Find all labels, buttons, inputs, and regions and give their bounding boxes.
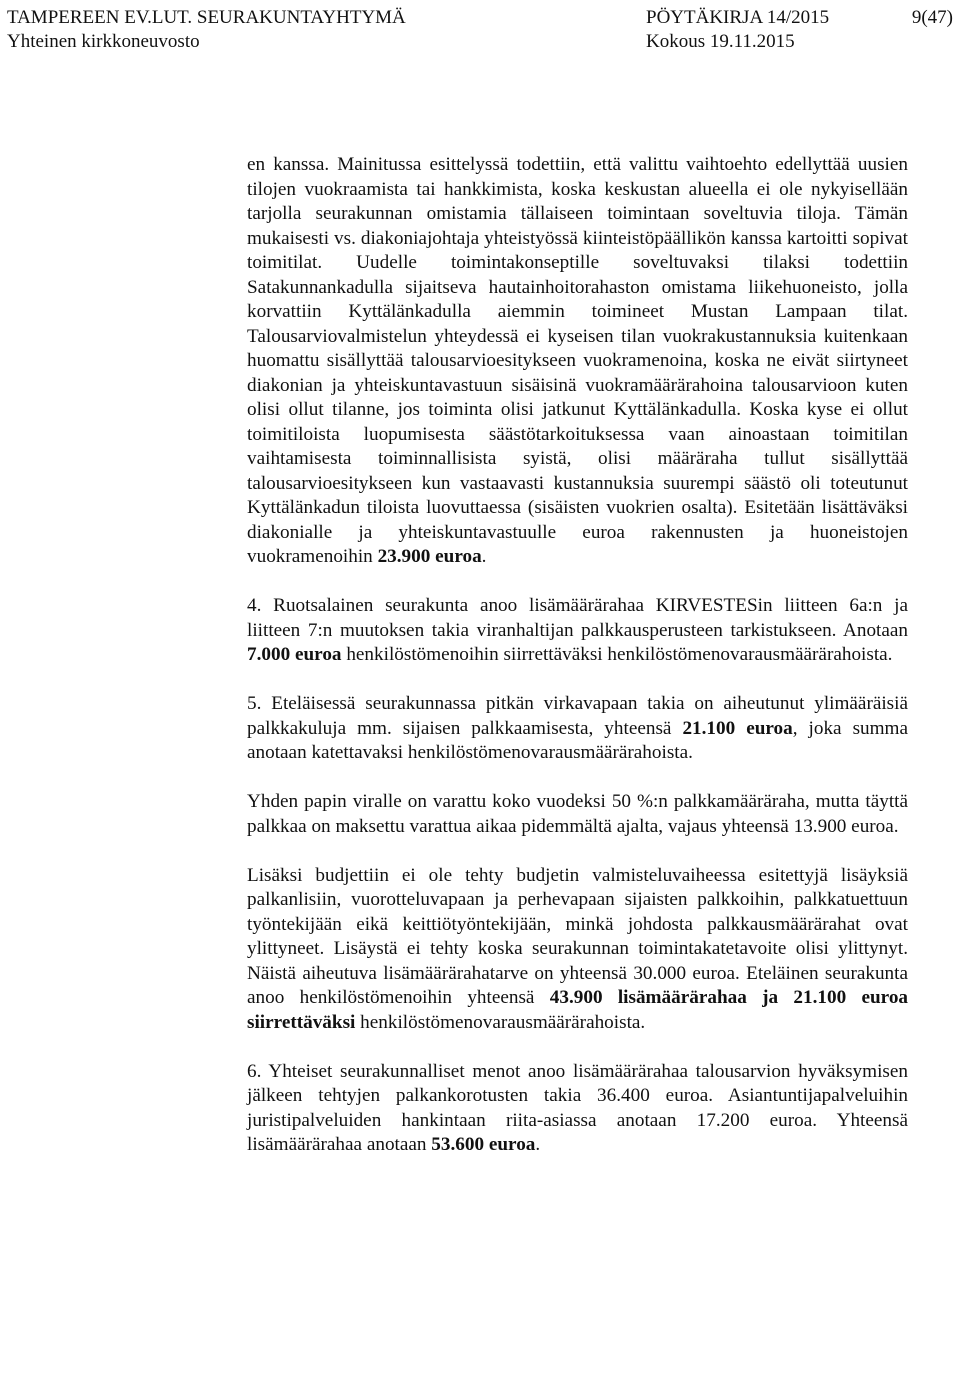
paragraph-text: 5. Eteläisessä seurakunnassa pitkän virkavapaan takia on aiheutunut ylimääräisiä palkkakuluja mm. sijaisen palkkaamisesta, yhteensä [247,693,908,739]
paragraph-text: henkilöstömenovarausmäärärahoista. [355,1011,646,1033]
paragraph-item-5 [247,692,908,766]
body-name: Yhteinen kirkkoneuvosto [7,31,200,52]
amount-highlight: 43.900 lisämäärärahaa ja 21.100 euroa siirrettäväksi [247,987,909,1033]
amount-highlight: 7.000 euroa [247,644,342,665]
amount-highlight: 23.900 euroa [377,546,482,567]
paragraph-text: , joka summa anotaan katettavaksi henkilöstömenovarausmäärärahoista. [247,717,909,763]
page-header [7,6,953,54]
paragraph-additional-costs [247,864,908,1036]
page-number: 9(47) [911,7,953,28]
header-row-2 [7,30,953,54]
paragraph-item-4 [247,594,908,668]
document-body [247,153,908,1158]
paragraph-text: 4. Ruotsalainen seurakunta anoo lisämäärärahaa KIRVESTESin liitteen 6a:n ja liitteen 7:n muutoksen takia viranhaltijan palkkausperusteen tarkistukseen. Anotaan [247,595,908,641]
paragraph-text: Yhden papin viralle on varattu koko vuodeksi 50 %:n palkkamääräraha, mutta täyttä palkkaa on maksettu varattua aikaa pidemmältä ajalta, vajaus yhteensä 13.900 euroa. [247,791,908,837]
header-row-1 [7,6,953,30]
meeting-date: Kokous 19.11.2015 [646,31,795,52]
paragraph-text: . [481,546,487,567]
paragraph-priest-salary [247,790,908,839]
paragraph-text: henkilöstömenoihin siirrettäväksi henkilöstömenovarausmäärärahoista. [341,644,893,665]
paragraph-facilities [247,153,908,570]
document-title: PÖYTÄKIRJA 14/2015 [646,7,830,28]
paragraph-text: . [535,1134,541,1155]
amount-highlight: 53.600 euroa [431,1134,536,1155]
paragraph-item-6 [247,1060,908,1158]
organization-name: TAMPEREEN EV.LUT. SEURAKUNTAYHTYMÄ [7,7,406,28]
paragraph-text: en kanssa. Mainitussa esittelyssä todettiin, että valittu vaihtoehto edellyttää uusien tilojen vuokraamista tai hankkimista, koska keskustan alueella ei ole nykyisellään tarjolla seurakunnan omistamia tällaiseen toimintaan soveltuvia tiloja. Tämän mukaisesti vs. diakoniajohtaja yhteistyössä kiinteistöpäällikön kanssa kartoitti sopivat toimitilat. Uudelle toimintakonseptille soveltuvaksi tilaksi todettiin Satakunnankadulla sijaitseva hautainhoitorahaston omistama liikehuoneisto, jolla korvattiin Kyttälänkadulla aiemmin toimineet Mustan Lampaan tilat. Talousarviovalmistelun yhteydessä ei kyseisen tilan vuokrakustannuksia kuitenkaan huomattu sisällyttää talousarvioesitykseen vuokramenoina, koska ne eivät siirtyneet diakonian ja yhteiskuntavastuun sisäisinä vuokramäärärahoina talousarvioon kuten olisi ollut tilanne, jos toiminta olisi jatkunut Kyttälänkadulla. Koska kyse ei ollut toimitiloista luopumisesta säästötarkoituksessa vaan ainoastaan toimitilan vaihtamisesta toiminnallisista syistä, olisi määräraha tullut sisällyttää talousarvioesitykseen kun vastaavasti kustannuksia suurempi säästö oli toteutunut Kyttälänkadun tiloista luovuttaessa (sisäisten vuokrien osalta). Esitetään lisättäväksi diakonialle ja yhteiskuntavastuulle euroa rakennusten ja huoneistojen vuokramenoihin [247,154,908,567]
paragraph-text: Lisäksi budjettiin ei ole tehty budjetin valmisteluvaiheessa esitettyjä lisäyksiä palkanlisiin, vuorotteluvapaan ja perhevapaan sijaisten palkkoihin, palkkatuettuun työntekijään eikä keittiötyöntekijään, minkä johdosta palkkausmäärärahat ovat ylittyneet. Lisäystä ei tehty koska seurakunnan toimintakatetavoite olisi ylittynyt. Näistä aiheutuva lisämäärärahatarve on yhteensä 30.000 euroa. Eteläinen seurakunta anoo henkilöstömenoihin yhteensä [247,864,908,1008]
paragraph-text: 6. Yhteiset seurakunnalliset menot anoo lisämäärärahaa talousarvion hyväksymisen jälkeen tehtyjen palkankorotusten takia 36.400 euroa. Asiantuntijapalveluihin juristipalveluiden hankintaan riita-asiassa anotaan 17.200 euroa. Yhteensä lisämäärärahaa anotaan [247,1060,908,1155]
amount-highlight: 21.100 euroa [682,717,793,739]
